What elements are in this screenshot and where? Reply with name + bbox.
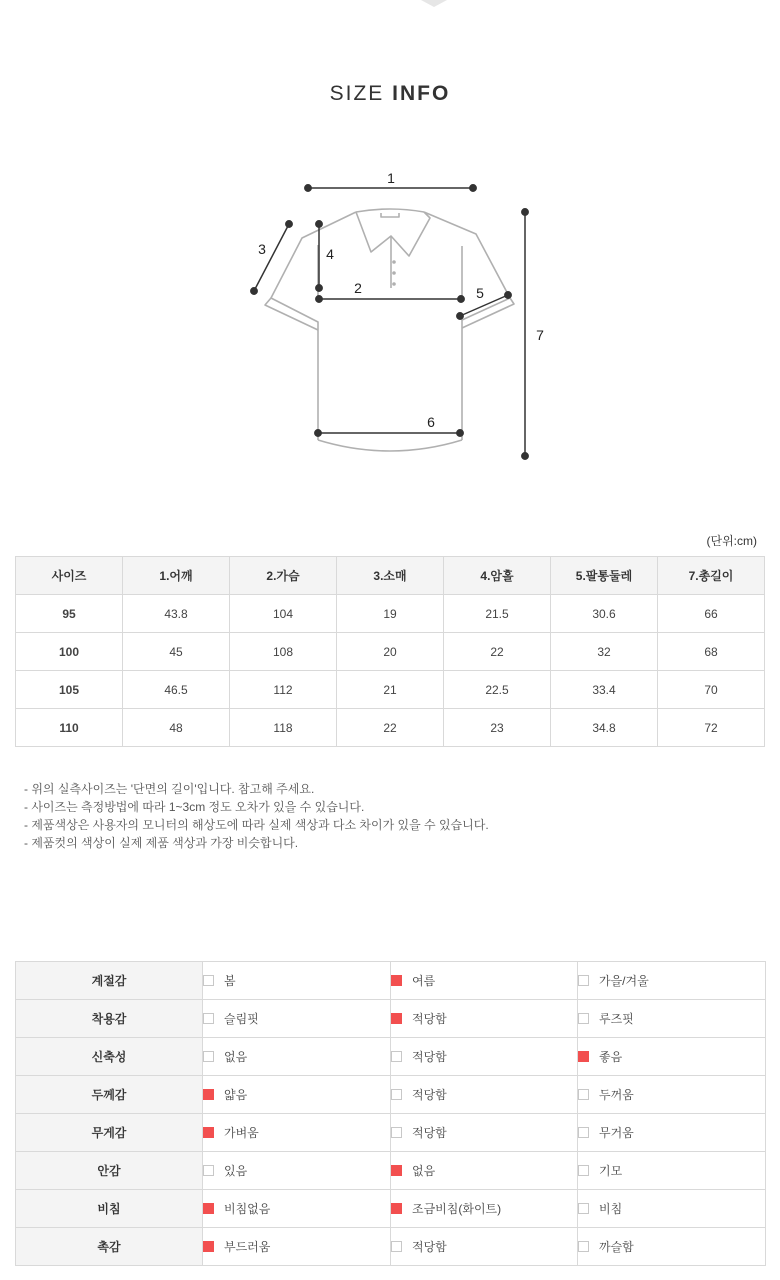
- value-cell: 66: [658, 595, 765, 633]
- checked-square-icon: [203, 1203, 214, 1214]
- header-cell: 4.암홀: [444, 557, 551, 595]
- feature-option-label: 까슬함: [599, 1240, 634, 1254]
- measure-dot: [457, 430, 463, 436]
- value-cell: 30.6: [551, 595, 658, 633]
- unchecked-square-icon: [203, 1165, 214, 1176]
- unchecked-square-icon: [578, 1089, 589, 1100]
- value-cell: 23: [444, 709, 551, 747]
- feature-option: [578, 962, 766, 1000]
- feature-option: [391, 1076, 578, 1114]
- measure-label-1: 1: [387, 170, 395, 186]
- header-cell: 2.가슴: [230, 557, 337, 595]
- polo-shirt-diagram: [240, 165, 560, 465]
- unchecked-square-icon: [203, 1051, 214, 1062]
- header-cell: 3.소매: [337, 557, 444, 595]
- unchecked-square-icon: [578, 1165, 589, 1176]
- unit-note: (단위:cm): [706, 534, 757, 548]
- feature-label: 비침: [16, 1190, 203, 1228]
- unchecked-square-icon: [578, 975, 589, 986]
- measure-dot: [316, 285, 322, 291]
- measure-dot: [505, 292, 511, 298]
- value-cell: 112: [230, 671, 337, 709]
- feature-label: 무게감: [16, 1114, 203, 1152]
- size-notes: [24, 780, 489, 852]
- value-cell: 19: [337, 595, 444, 633]
- measure-label-7: 7: [536, 327, 544, 343]
- table-row: [16, 709, 765, 747]
- feature-row: [16, 962, 766, 1000]
- note-line: - 제품색상은 사용자의 모니터의 해상도에 따라 실제 색상과 다소 차이가 있을 수 있습니다.: [24, 818, 489, 832]
- feature-option-label: 두꺼움: [599, 1088, 634, 1102]
- feature-table: [15, 961, 766, 1266]
- size-table-header-row: [16, 557, 765, 595]
- value-cell: 34.8: [551, 709, 658, 747]
- feature-option-label: 있음: [224, 1164, 248, 1178]
- feature-label: 안감: [16, 1152, 203, 1190]
- value-cell: 32: [551, 633, 658, 671]
- button-dot: [392, 260, 396, 264]
- value-cell: 108: [230, 633, 337, 671]
- feature-option: [203, 1228, 391, 1266]
- feature-label: 두께감: [16, 1076, 203, 1114]
- feature-option: [203, 962, 391, 1000]
- measure-dot: [316, 296, 322, 302]
- value-cell: 72: [658, 709, 765, 747]
- value-cell: 68: [658, 633, 765, 671]
- header-cell: 5.팔통둘레: [551, 557, 658, 595]
- feature-option: [203, 1114, 391, 1152]
- value-cell: 22.5: [444, 671, 551, 709]
- value-cell: 33.4: [551, 671, 658, 709]
- unchecked-square-icon: [203, 975, 214, 986]
- feature-option-label: 비침없음: [224, 1202, 271, 1216]
- measure-line-sleeve-opening: [460, 295, 508, 316]
- value-cell: 21: [337, 671, 444, 709]
- measure-dot: [305, 185, 311, 191]
- unchecked-square-icon: [578, 1127, 589, 1138]
- feature-row: [16, 1152, 766, 1190]
- table-row: [16, 633, 765, 671]
- size-cell: 105: [16, 671, 123, 709]
- measure-label-5: 5: [476, 285, 484, 301]
- feature-option: [391, 1152, 578, 1190]
- note-line: - 사이즈는 측정방법에 따라 1~3cm 정도 오차가 있을 수 있습니다.: [24, 800, 365, 814]
- size-cell: 110: [16, 709, 123, 747]
- note-line: - 제품컷의 색상이 실제 제품 색상과 가장 비슷합니다.: [24, 836, 299, 850]
- feature-option-label: 가을/겨울: [599, 974, 649, 988]
- header-cell: 사이즈: [16, 557, 123, 595]
- measure-dot: [316, 221, 322, 227]
- feature-row: [16, 1114, 766, 1152]
- size-cell: 100: [16, 633, 123, 671]
- value-cell: 118: [230, 709, 337, 747]
- feature-option: [578, 1190, 766, 1228]
- measure-dot: [522, 209, 528, 215]
- unchecked-square-icon: [203, 1013, 214, 1024]
- checked-square-icon: [203, 1127, 214, 1138]
- feature-option-label: 무거움: [599, 1126, 634, 1140]
- measure-dot: [286, 221, 292, 227]
- feature-option-label: 적당함: [412, 1012, 447, 1026]
- header-cell: 1.어깨: [123, 557, 230, 595]
- shirt-outline: [265, 209, 514, 451]
- feature-option: [391, 1000, 578, 1038]
- feature-option-label: 적당함: [412, 1088, 447, 1102]
- feature-option-label: 얇음: [224, 1088, 248, 1102]
- feature-option: [203, 1152, 391, 1190]
- measure-label-2: 2: [354, 280, 362, 296]
- feature-option: [578, 1038, 766, 1076]
- measure-dot: [522, 453, 528, 459]
- checked-square-icon: [203, 1089, 214, 1100]
- measure-lines: [251, 185, 528, 459]
- checked-square-icon: [391, 1013, 402, 1024]
- measure-dot: [315, 430, 321, 436]
- unchecked-square-icon: [391, 1241, 402, 1252]
- feature-option: [578, 1228, 766, 1266]
- value-cell: 43.8: [123, 595, 230, 633]
- button-dot: [392, 271, 396, 275]
- placket-buttons: [392, 260, 396, 286]
- checked-square-icon: [578, 1051, 589, 1062]
- checked-square-icon: [203, 1241, 214, 1252]
- measure-dot: [470, 185, 476, 191]
- feature-row: [16, 1076, 766, 1114]
- feature-row: [16, 1000, 766, 1038]
- feature-option-label: 적당함: [412, 1050, 447, 1064]
- measure-dot: [457, 313, 463, 319]
- feature-option: [578, 1000, 766, 1038]
- feature-option: [391, 1114, 578, 1152]
- measure-line-sleeve: [254, 224, 289, 291]
- feature-option-label: 기모: [599, 1164, 623, 1178]
- feature-label: 촉감: [16, 1228, 203, 1266]
- checked-square-icon: [391, 1203, 402, 1214]
- table-row: [16, 671, 765, 709]
- value-cell: 48: [123, 709, 230, 747]
- measure-label-6: 6: [427, 414, 435, 430]
- feature-option: [391, 1228, 578, 1266]
- feature-option: [203, 1076, 391, 1114]
- unchecked-square-icon: [391, 1089, 402, 1100]
- feature-option-label: 가벼움: [224, 1126, 259, 1140]
- value-cell: 22: [444, 633, 551, 671]
- feature-option: [203, 1000, 391, 1038]
- value-cell: 22: [337, 709, 444, 747]
- button-dot: [392, 282, 396, 286]
- feature-option-label: 없음: [412, 1164, 436, 1178]
- feature-option-label: 슬림핏: [224, 1012, 259, 1026]
- feature-label: 착용감: [16, 1000, 203, 1038]
- unchecked-square-icon: [578, 1203, 589, 1214]
- value-cell: 46.5: [123, 671, 230, 709]
- measure-label-3: 3: [258, 241, 266, 257]
- measure-dot: [251, 288, 257, 294]
- header-cell: 7.총길이: [658, 557, 765, 595]
- size-table: [15, 556, 765, 747]
- value-cell: 21.5: [444, 595, 551, 633]
- feature-option-label: 봄: [224, 974, 236, 988]
- feature-option-label: 좋음: [599, 1050, 623, 1064]
- feature-row: [16, 1228, 766, 1266]
- feature-option: [391, 1038, 578, 1076]
- title-light: SIZE: [329, 82, 385, 105]
- feature-option: [391, 962, 578, 1000]
- title-bold: INFO: [392, 82, 451, 105]
- feature-row: [16, 1190, 766, 1228]
- table-row: [16, 595, 765, 633]
- value-cell: 45: [123, 633, 230, 671]
- checked-square-icon: [391, 975, 402, 986]
- feature-label: 신축성: [16, 1038, 203, 1076]
- feature-option: [578, 1114, 766, 1152]
- checked-square-icon: [391, 1165, 402, 1176]
- feature-option: [203, 1038, 391, 1076]
- feature-option-label: 적당함: [412, 1240, 447, 1254]
- feature-option-label: 루즈핏: [599, 1012, 634, 1026]
- unchecked-square-icon: [578, 1013, 589, 1024]
- feature-option-label: 비침: [599, 1202, 623, 1216]
- size-cell: 95: [16, 595, 123, 633]
- unchecked-square-icon: [391, 1127, 402, 1138]
- feature-option-label: 부드러움: [224, 1240, 271, 1254]
- value-cell: 20: [337, 633, 444, 671]
- feature-option: [391, 1190, 578, 1228]
- feature-option-label: 여름: [412, 974, 436, 988]
- value-cell: 104: [230, 595, 337, 633]
- top-notch-decoration: [421, 0, 447, 7]
- feature-option-label: 없음: [224, 1050, 248, 1064]
- value-cell: 70: [658, 671, 765, 709]
- page-title: [0, 82, 780, 106]
- feature-label: 계절감: [16, 962, 203, 1000]
- feature-row: [16, 1038, 766, 1076]
- measure-dot: [458, 296, 464, 302]
- feature-option-label: 적당함: [412, 1126, 447, 1140]
- feature-option: [578, 1076, 766, 1114]
- feature-option: [578, 1152, 766, 1190]
- feature-option: [203, 1190, 391, 1228]
- unchecked-square-icon: [578, 1241, 589, 1252]
- unchecked-square-icon: [391, 1051, 402, 1062]
- measure-label-4: 4: [326, 246, 334, 262]
- note-line: - 위의 실측사이즈는 '단면의 길이'입니다. 참고해 주세요.: [24, 782, 315, 796]
- feature-option-label: 조금비침(화이트): [412, 1202, 502, 1216]
